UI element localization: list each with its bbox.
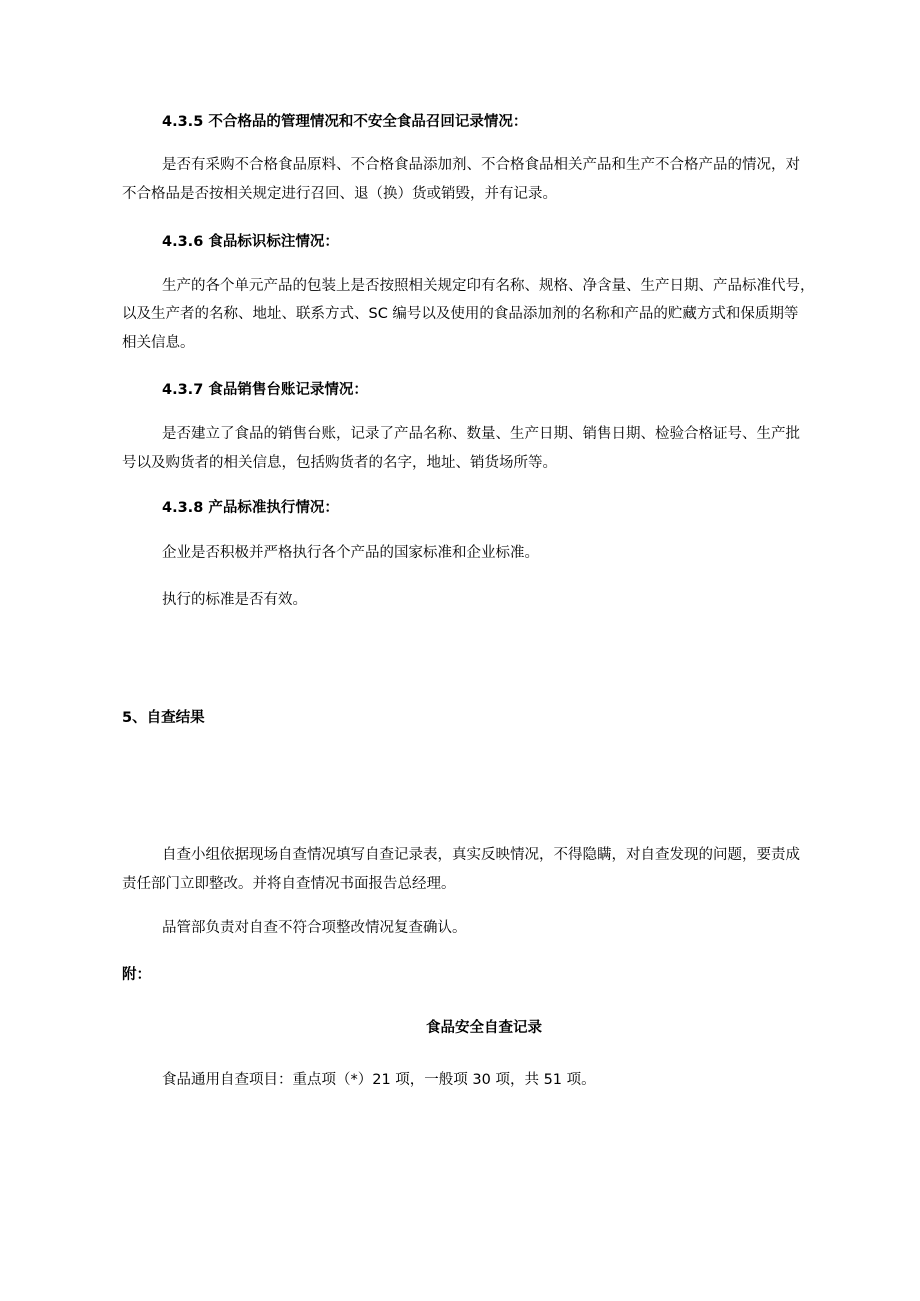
heading-4-3-6: 4.3.6 食品标识标注情况：	[162, 234, 339, 250]
paragraph-line: 生产的各个单元产品的包装上是否按照相关规定印有名称、规格、净含量、生产日期、产品标准代号，	[162, 278, 815, 294]
paragraph-line: 是否有采购不合格食品原料、不合格食品添加剂、不合格食品相关产品和生产不合格产品的情况，对	[162, 157, 800, 173]
paragraph-line: 执行的标准是否有效。	[162, 592, 307, 608]
heading-4-3-5: 4.3.5 不合格品的管理情况和不安全食品召回记录情况：	[162, 114, 528, 130]
paragraph-line: 企业是否积极并严格执行各个产品的国家标准和企业标准。	[162, 545, 539, 561]
paragraph-line: 以及生产者的名称、地址、联系方式、SC 编号以及使用的食品添加剂的名称和产品的贮藏方式和保质期等	[122, 306, 799, 322]
heading-5-self-check-result: 5、自查结果	[122, 710, 205, 726]
heading-4-3-8: 4.3.8 产品标准执行情况：	[162, 500, 339, 516]
paragraph-line: 不合格品是否按相关规定进行召回、退（换）货或销毁，并有记录。	[122, 186, 557, 202]
paragraph-line: 自查小组依据现场自查情况填写自查记录表，真实反映情况，不得隐瞒，对自查发现的问题，要责成	[162, 847, 800, 863]
paragraph-line: 品管部负责对自查不符合项整改情况复查确认。	[162, 920, 467, 936]
appendix-summary: 食品通用自查项目：重点项（*）21 项，一般项 30 项，共 51 项。	[162, 1072, 596, 1088]
appendix-label: 附：	[122, 967, 151, 983]
paragraph-line: 是否建立了食品的销售台账，记录了产品名称、数量、生产日期、销售日期、检验合格证号、生产批	[162, 426, 800, 442]
paragraph-line: 号以及购货者的相关信息，包括购货者的名字，地址、销货场所等。	[122, 455, 557, 471]
appendix-title: 食品安全自查记录	[426, 1020, 542, 1036]
paragraph-line: 责任部门立即整改。并将自查情况书面报告总经理。	[122, 876, 456, 892]
paragraph-line: 相关信息。	[122, 335, 195, 351]
heading-4-3-7: 4.3.7 食品销售台账记录情况：	[162, 382, 368, 398]
